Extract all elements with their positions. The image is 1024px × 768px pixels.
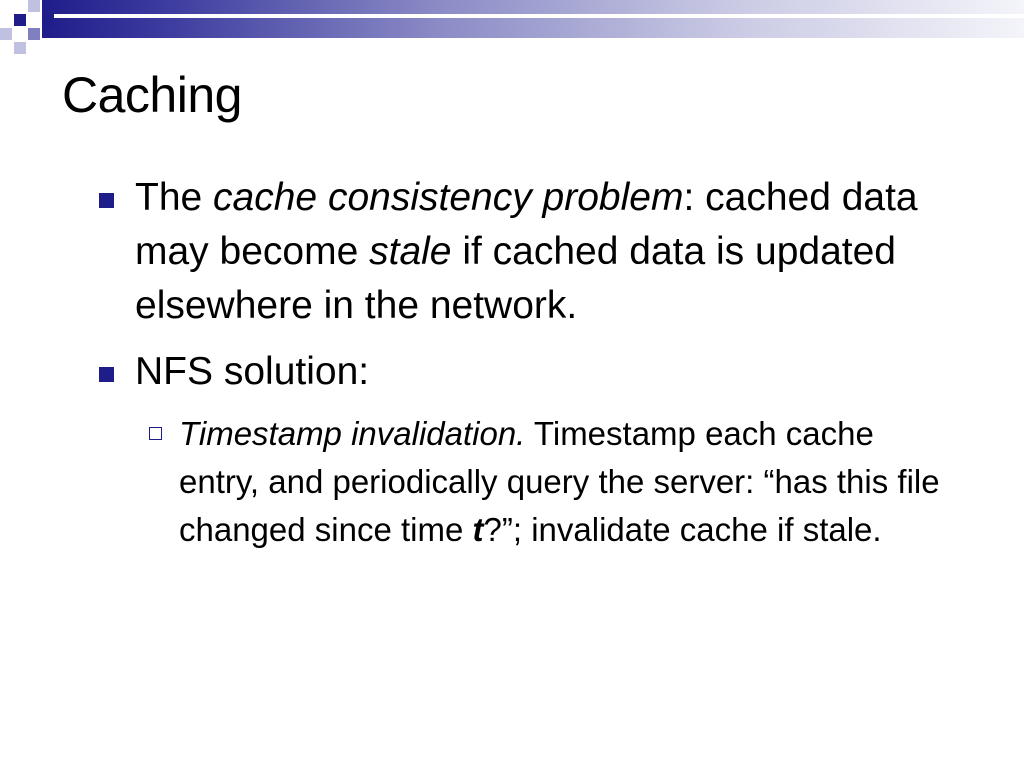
- deco-square-dark: [14, 14, 26, 26]
- term-cache-consistency-problem: cache consistency problem: [213, 176, 684, 219]
- sub-bullet-timestamp-invalidation: [179, 410, 959, 554]
- bullet-text-prefix: The: [135, 176, 214, 219]
- slide-title: Caching: [62, 67, 242, 123]
- sub-bullet-suffix: ?”; invalidate cache if stale.: [483, 511, 882, 548]
- bullet-nfs-solution: [135, 345, 965, 399]
- deco-square-mid: [28, 28, 40, 40]
- deco-square-light: [28, 0, 40, 12]
- header-gradient-bar: [42, 0, 1024, 38]
- bullet-text-middle: : cached data may become: [135, 176, 918, 273]
- header-divider-line: [42, 14, 1024, 18]
- variable-t: t: [472, 511, 484, 548]
- sub-bullet-text: Timestamp each cache entry, and periodically query the server: “has this file changed since time: [179, 415, 940, 548]
- deco-square-light-2: [0, 28, 12, 40]
- bullet-cache-consistency: [135, 171, 965, 333]
- hollow-square-bullet-icon: [149, 427, 162, 440]
- deco-square-light-3: [14, 42, 26, 54]
- deco-square-dark-2: [42, 14, 54, 26]
- square-bullet-icon: [99, 193, 114, 208]
- term-stale: stale: [369, 230, 452, 273]
- bullet-text: NFS solution:: [135, 350, 370, 393]
- bullet-text-suffix: if cached data is updated elsewhere in the network.: [135, 230, 896, 327]
- term-timestamp-invalidation: Timestamp invalidation.: [179, 415, 526, 452]
- square-bullet-icon: [99, 367, 114, 382]
